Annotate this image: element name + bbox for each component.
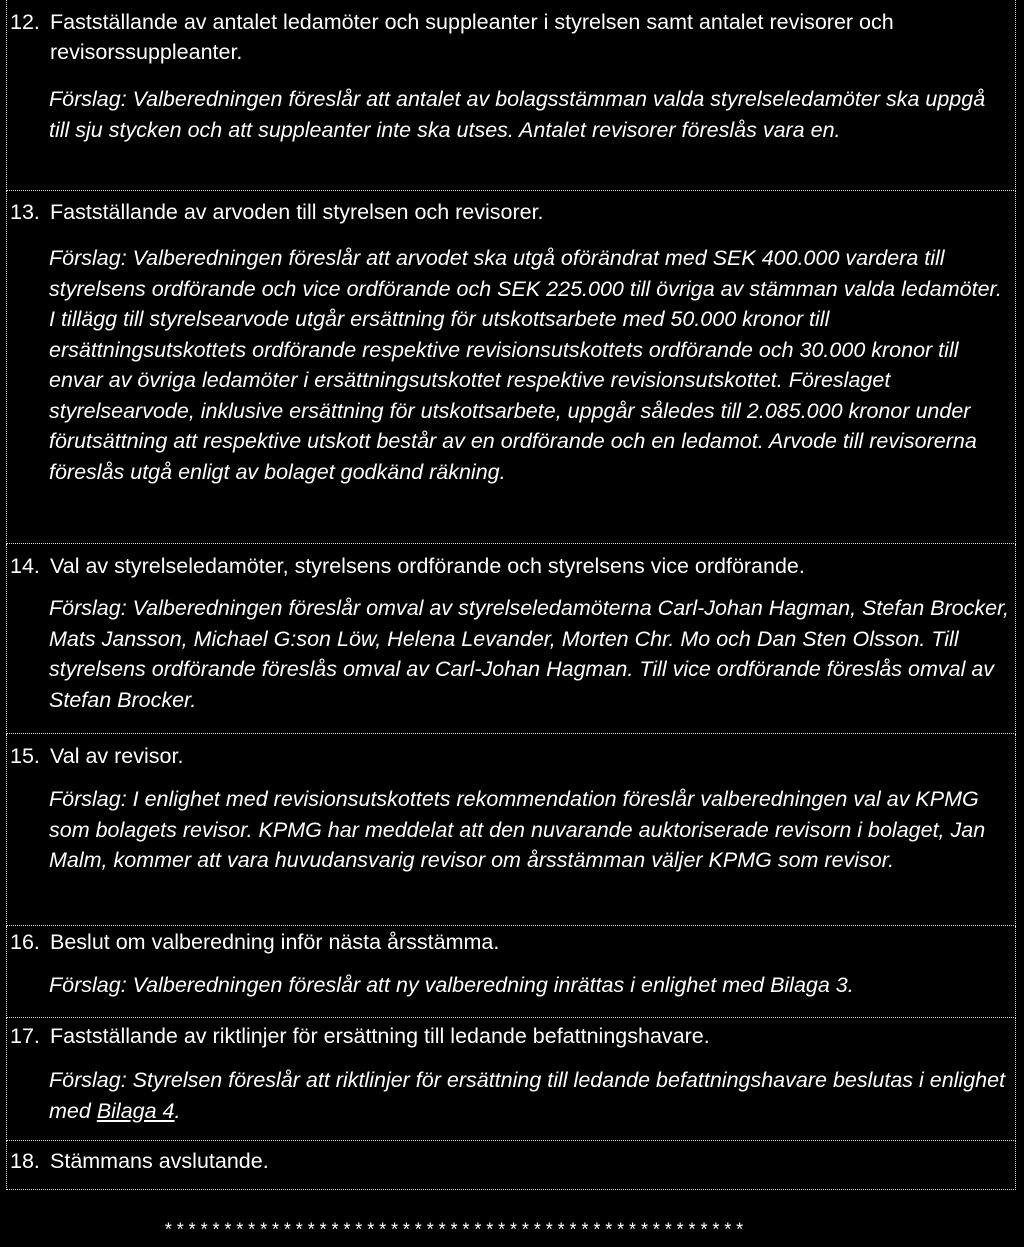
agenda-item-number: 13. (10, 200, 40, 224)
agenda-item-title: Val av revisor. (50, 744, 184, 768)
agenda-item-title-continuation: revisorssuppleanter. (50, 40, 243, 64)
proposal-text: Förslag: Valberedningen föreslår att antalet av bolagsstämman valda styrelseledamöter ska uppgå till sju stycken och att suppleanter inte ska utses. Antalet revisorer föreslås vara en. (49, 87, 986, 142)
proposal-text: Förslag: I enlighet med revisionsutskottets rekommendation föreslår valberedningen val av KPMG som bolagets revisor. KPMG har meddelat att den nuvarande auktoriserade revisorn i bolaget, Jan Malm, kommer att vara huvudansvarig revisor om årsstämman väljer KPMG som revisor. (49, 787, 986, 872)
agenda-item-18 (6, 1141, 1016, 1190)
agenda-item-number: 18. (10, 1149, 40, 1173)
agenda-item-title: Fastställande av riktlinjer för ersättning till ledande befattningshavare. (50, 1024, 710, 1048)
agenda-item-17 (6, 1018, 1016, 1141)
agenda-item-heading (10, 928, 499, 956)
agenda-item-heading (10, 198, 544, 226)
agenda-item-heading (10, 1147, 269, 1175)
agenda-item-16 (6, 926, 1016, 1018)
agenda-item-number: 12. (10, 10, 40, 34)
agenda-item-14 (6, 544, 1016, 734)
document-page (6, 0, 1018, 1190)
agenda-item-13 (6, 191, 1016, 544)
agenda-item-heading (10, 1022, 710, 1050)
proposal-text-end: . (174, 1098, 181, 1123)
agenda-item-title: Stämmans avslutande. (50, 1149, 269, 1173)
agenda-item-heading (10, 8, 894, 36)
agenda-item-title: Fastställande av arvoden till styrelsen och revisorer. (50, 200, 544, 224)
proposal-text: Förslag: Valberedningen föreslår omval av styrelseledamöterna Carl-Johan Hagman, Stefan Brocker, Mats Jansson, Michael G:son Löw, Helena Levander, Morten Chr. Mo och Dan Sten Olsson. Till styrelsens ordförande föreslås omval av Carl-Johan Hagman. Till vice ordförande föreslås omval av Stefan Brocker. (49, 596, 1010, 712)
agenda-item-heading (10, 742, 183, 770)
agenda-item-heading (10, 552, 805, 580)
agenda-item-number: 17. (10, 1024, 40, 1048)
agenda-item-number: 16. (10, 930, 40, 954)
agenda-item-number: 14. (10, 554, 40, 578)
agenda-item-title: Val av styrelseledamöter, styrelsens ordförande och styrelsens vice ordförande. (50, 554, 805, 578)
agenda-item-title: Beslut om valberedning inför nästa årsstämma. (50, 930, 500, 954)
agenda-item-heading-continuation (50, 38, 242, 66)
proposal-text-main: Förslag: Styrelsen föreslår att riktlinjer för ersättning till ledande befattningshavare beslutas i enlighet med (49, 1068, 1006, 1123)
agenda-item-number: 15. (10, 744, 40, 768)
proposal-text: Förslag: Valberedningen föreslår att arvodet ska utgå oförändrat med SEK 400.000 vardera till styrelsens ordförande och vice ordförande och SEK 225.000 till övriga av stämman valda ledamöter. I tillägg till styrelsearvode utgår ersättning för utskottsarbete med 50.000 kronor till ersättningsutskottets ordförande respektive revisionsutskottets ordförande och 30.000 kronor till envar av övriga ledamöter i ersättningsutskottet respektive revisionsutskottet. Föreslaget styrelsearvode, inklusive ersättning för utskottsarbete, uppgår således till 2.085.000 kronor under förutsättning att respektive utskott består av en ordförande och en ledamot. Arvode till revisorerna föreslås utgå enligt av bolaget godkänd räkning. (49, 246, 1002, 484)
footer-separator-stars: ************************************************* (163, 1222, 747, 1242)
proposal-text: Förslag: Valberedningen föreslår att ny valberedning inrättas i enlighet med Bilaga 3. (49, 973, 854, 997)
bilaga-4-link[interactable]: Bilaga 4 (96, 1098, 175, 1123)
agenda-item-15 (6, 734, 1016, 926)
agenda-item-12 (6, 0, 1016, 191)
proposal-text (49, 1065, 1009, 1126)
agenda-item-title: Fastställande av antalet ledamöter och suppleanter i styrelsen samt antalet revisorer och (50, 10, 894, 34)
